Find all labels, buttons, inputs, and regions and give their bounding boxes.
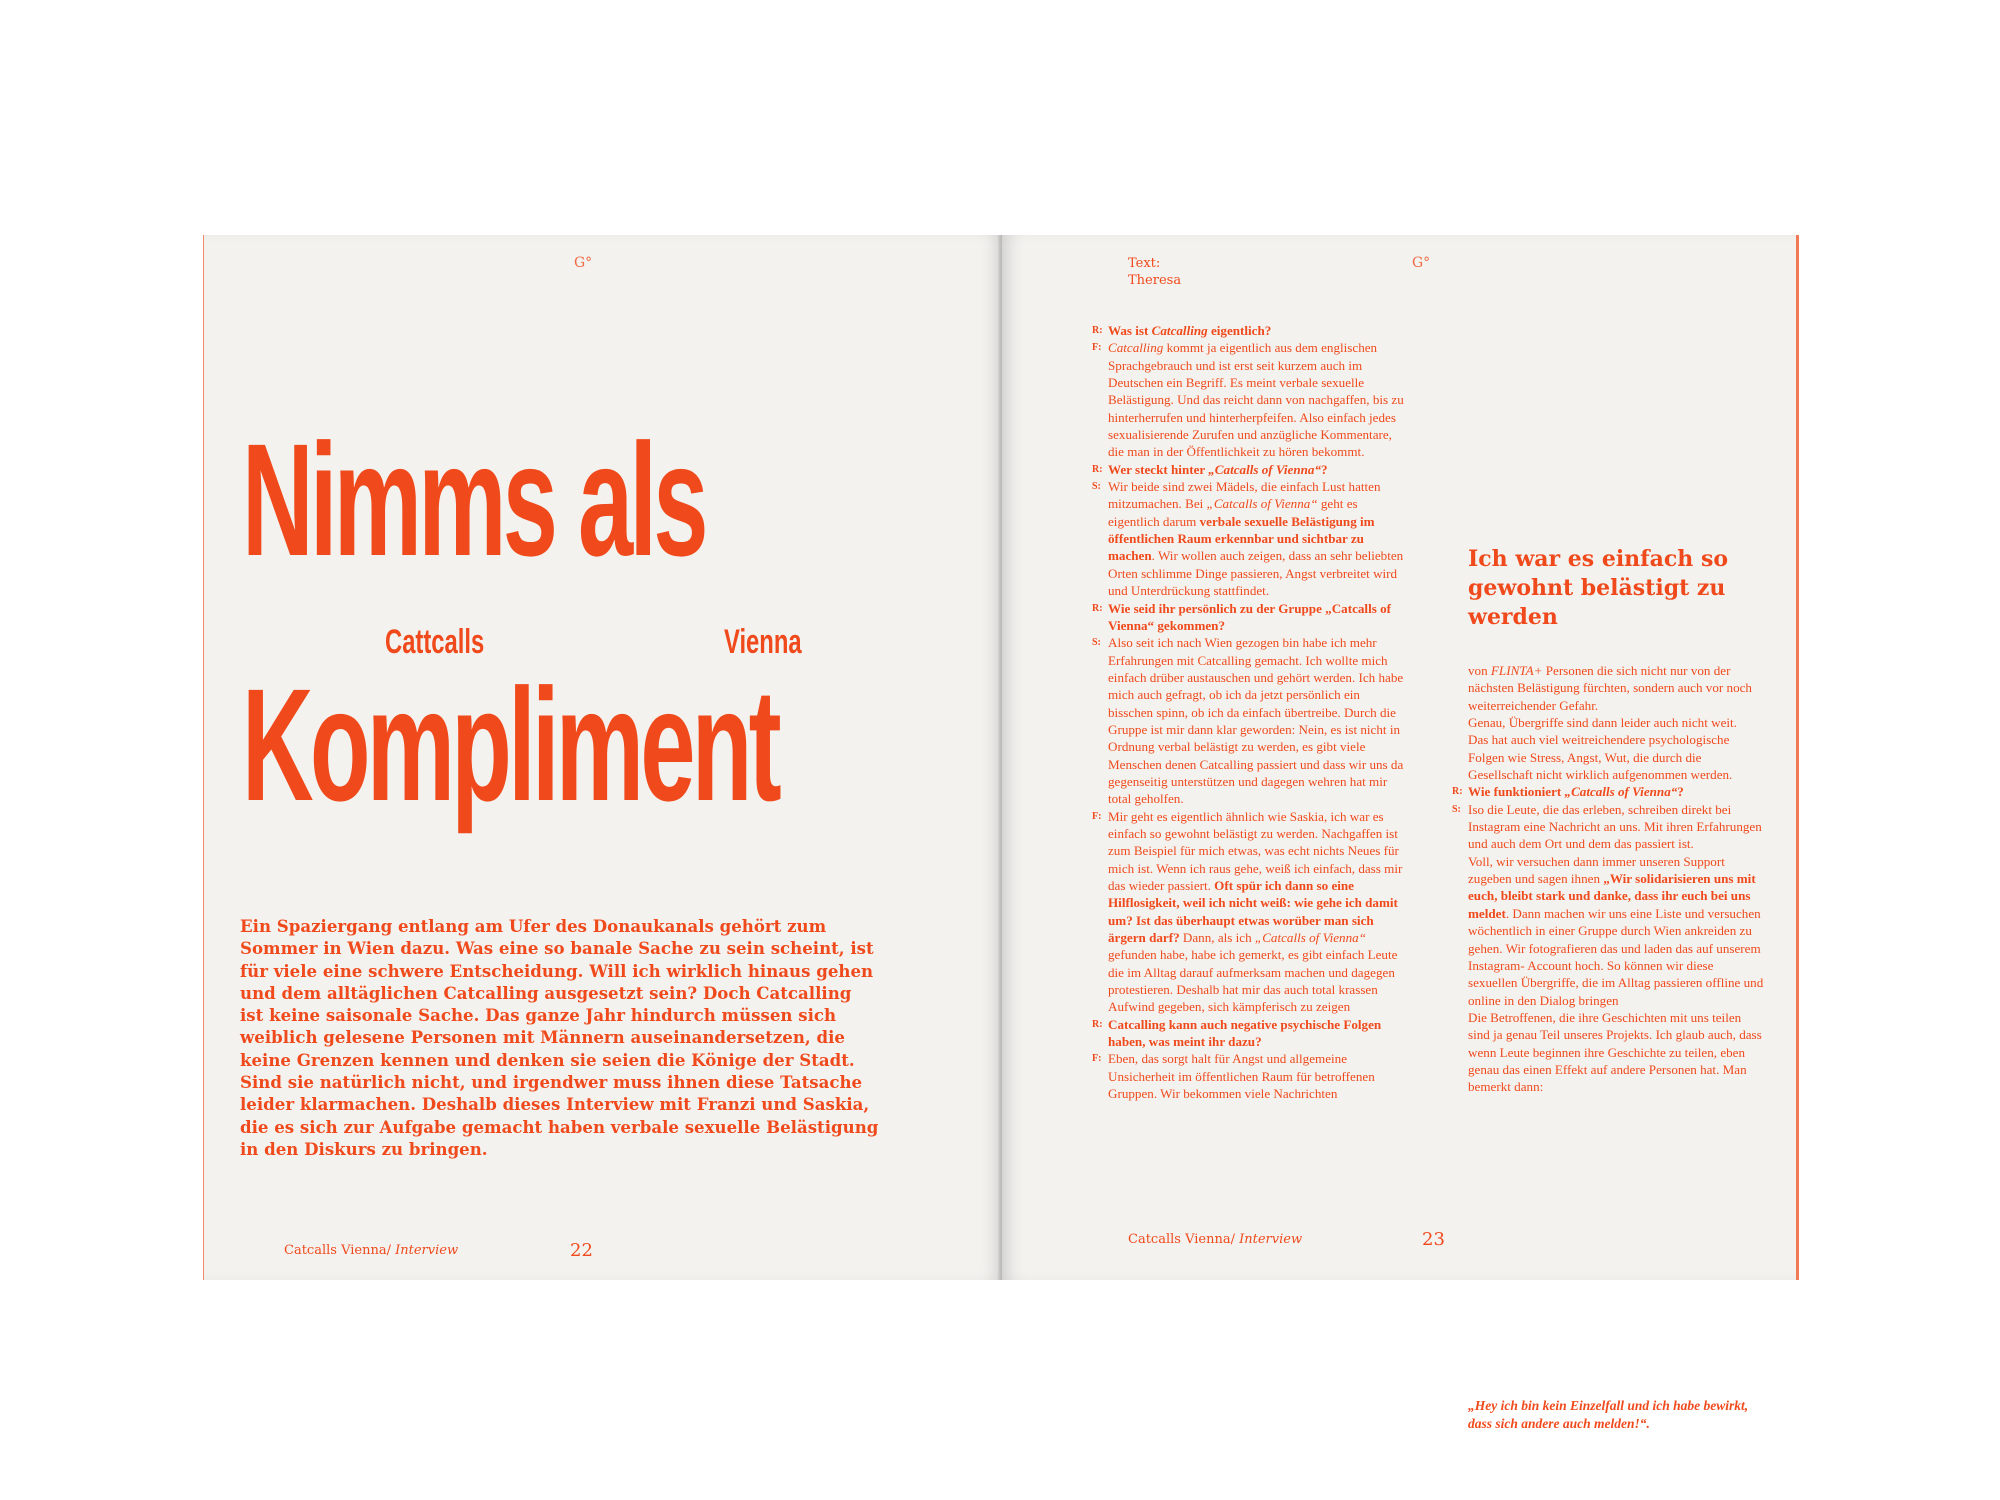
page-number: 22 xyxy=(570,1240,593,1261)
credit-name: Theresa xyxy=(1128,273,1182,288)
interview-column-1 xyxy=(1092,322,1406,1102)
page-number: 23 xyxy=(1422,1229,1445,1250)
pull-heading: Ich war es einfach so gewohnt belästigt zu werden xyxy=(1468,546,1729,630)
title-line-1: Nimms als xyxy=(242,410,705,589)
footer-section: Catcalls Vienna/ xyxy=(284,1243,391,1258)
question: R: Wie seid ihr persönlich zu der Gruppe „Catcalls of Vienna“ gekommen? xyxy=(1092,600,1391,633)
answer: S: Wir beide sind zwei Mädels, die einfach Lust hatten mitzumachen. Bei „Catcalls of Vienna“ geht es eigentlich darum verbale sexuelle Belästigung im öffentlichen Raum erkennbar und sichtbar zu machen. Wir wollen auch zeigen, dass an sehr beliebten Orten schlimme Dinge passieren, Angst verbreitet wird und Unterdrückung stattfindet. xyxy=(1092,479,1404,599)
credit-label: Text: xyxy=(1128,256,1161,271)
right-page xyxy=(1002,235,1796,1431)
question: R: Wie funktioniert „Catcalls of Vienna“? xyxy=(1452,784,1684,800)
answer: F: Mir geht es eigentlich ähnlich wie Saskia, ich war es einfach so gewohnt belästigt zu werden. Nachgaffen ist zum Beispiel für mich etwas, was echt nichts Neues für mich ist. Wenn ich raus gehe, weiß ich einfach, dass mir das wieder passiert. Oft spür ich dann so eine Hilflosigkeit, weil ich nicht weiß: wie gehe ich damit um? Ist das überhaupt etwas worüber man sich ärgern darf? Dann, als ich „Catcalls of Vienna“ gefunden habe, habe ich gemerkt, es gibt einfach Leute die im Alltag darauf aufmerksam machen und dagegen protestieren. Deshalb hat mir das auch total krassen Aufwind gegeben, sich kämpferisch zu zeigen xyxy=(1092,808,1403,1015)
question: R: Was ist Catcalling eigentlich? xyxy=(1092,323,1272,338)
paragraph: von FLINTA+ Personen die sich nicht nur von der nächsten Belästigung fürchten, sondern auch vor noch weiterreichender Gefahr. xyxy=(1468,663,1752,713)
page-footer xyxy=(284,1243,458,1258)
lead-paragraph: Ein Spaziergang entlang am Ufer des Donaukanals gehört zum Sommer in Wien dazu. Was eine so banale Sache zu sein scheint, ist für viele eine schwere Entscheidung. Will ich wirklich hinaus gehen und dem alltäglichen Catcalling ausgesetzt sein? Doch Catcalling ist keine saisonale Sache. Das ganze Jahr hindurch müssen sich weiblich gelesene Personen mit Männern auseinandersetzen, die keine Grenzen kennen und denken sie seien die Könige der Stadt. Sind sie natürlich nicht, und irgendwer muss ihnen diese Tatsache leider klarmachen. Deshalb dieses Interview mit Franzi und Saskia, die es sich zur Aufgabe gemacht haben verbale sexuelle Belästigung in den Diskurs zu bringen. xyxy=(240,916,879,1159)
paragraph: Voll, wir versuchen dann immer unseren Support zugeben und sagen ihnen „Wir solidarisieren uns mit euch, bleibt stark und danke, dass ihr euch bei uns meldet. Dann machen wir uns eine Liste und versuchen wöchentlich in einer Gruppe durch Wien ankreiden zu gehen. Wir fotografieren das und laden das auf unserem Instagram- Account hoch. So können wir diese sexuellen Übergriffe, die im Alltag passieren offline und online in den Dialog bringen xyxy=(1468,853,1764,1008)
question: R: Wer steckt hinter „Catcalls of Vienna“? xyxy=(1092,461,1328,477)
credit xyxy=(1128,255,1181,289)
left-page xyxy=(204,235,1002,1280)
footer-type: Interview xyxy=(395,1243,459,1258)
pull-quote: „Hey ich bin kein Einzelfall und ich habe bewirkt, dass sich andere auch melden!“. xyxy=(1468,1398,1749,1431)
paragraph: Genau, Übergriffe sind dann leider auch nicht weit. xyxy=(1468,715,1737,731)
logo-mark: G° xyxy=(574,255,593,271)
logo-mark: G° xyxy=(1412,255,1431,271)
title-line-2: Kompliment xyxy=(242,655,778,834)
answer: S: Iso die Leute, die das erleben, schreiben direkt bei Instagram eine Nachricht an uns. Mit ihren Erfahrungen und auch dem Ort und dem das passiert ist. xyxy=(1452,801,1762,852)
page-footer xyxy=(1128,1232,1302,1247)
subtitle-left: Cattcalls xyxy=(385,623,485,661)
answer: F: Eben, das sorgt halt für Angst und allgemeine Unsicherheit im öffentlichen Raum für betroffenen Gruppen. Wir bekommen viele Nachrichten xyxy=(1092,1051,1375,1102)
paragraph: Das hat auch viel weitreichendere psychologische Folgen wie Stress, Angst, Wut, die durch die Gesellschaft nicht wirklich aufgenommen werden. xyxy=(1468,732,1733,783)
answer: S: Also seit ich nach Wien gezogen bin habe ich mehr Erfahrungen mit Catcalling gemacht. Ich wollte mich einfach drüber austauschen und gehört werden. Ich habe mich auch gefragt, ob ich da jetzt persönlich ein bisschen spinn, ob ich da einfach übertreibe. Durch die Gruppe ist mir dann klar geworden: Nein, es ist nicht in Ordnung verbal belästigt zu werden, es gibt viele Menschen denen Catcalling passiert und dass wir uns da gegenseitig unterstützen und dagegen wehren hat mir total geholfen. xyxy=(1092,635,1404,807)
question: R: Catcalling kann auch negative psychische Folgen haben, was meint ihr dazu? xyxy=(1092,1016,1382,1050)
interview-column-2 xyxy=(1452,662,1764,1096)
subtitle-right: Vienna xyxy=(724,623,802,661)
footer-section: Catcalls Vienna/ xyxy=(1128,1232,1235,1247)
answer: F: Catcalling kommt ja eigentlich aus dem englischen Sprachgebrauch und ist erst seit kurzem auch im Deutschen ein Begriff. Es meint verbale sexuelle Belästigung. Und das reicht dann von nachgaffen, bis zu hinterherrufen und hinterherpfeifen. Also einfach jedes sexualisierende Zurufen und anzügliche Kommentare, die man in der Öffentlichkeit zu hören bekommt. xyxy=(1092,340,1404,460)
footer-type: Interview xyxy=(1239,1232,1303,1247)
paragraph: Die Betroffenen, die ihre Geschichten mit uns teilen sind ja genau Teil unseres Projekts. Ich glaub auch, dass wenn Leute beginnen ihre Geschichte zu teilen, eben genau das einen Effekt auf andere Personen hat. Man bemerkt dann: xyxy=(1468,1009,1762,1095)
